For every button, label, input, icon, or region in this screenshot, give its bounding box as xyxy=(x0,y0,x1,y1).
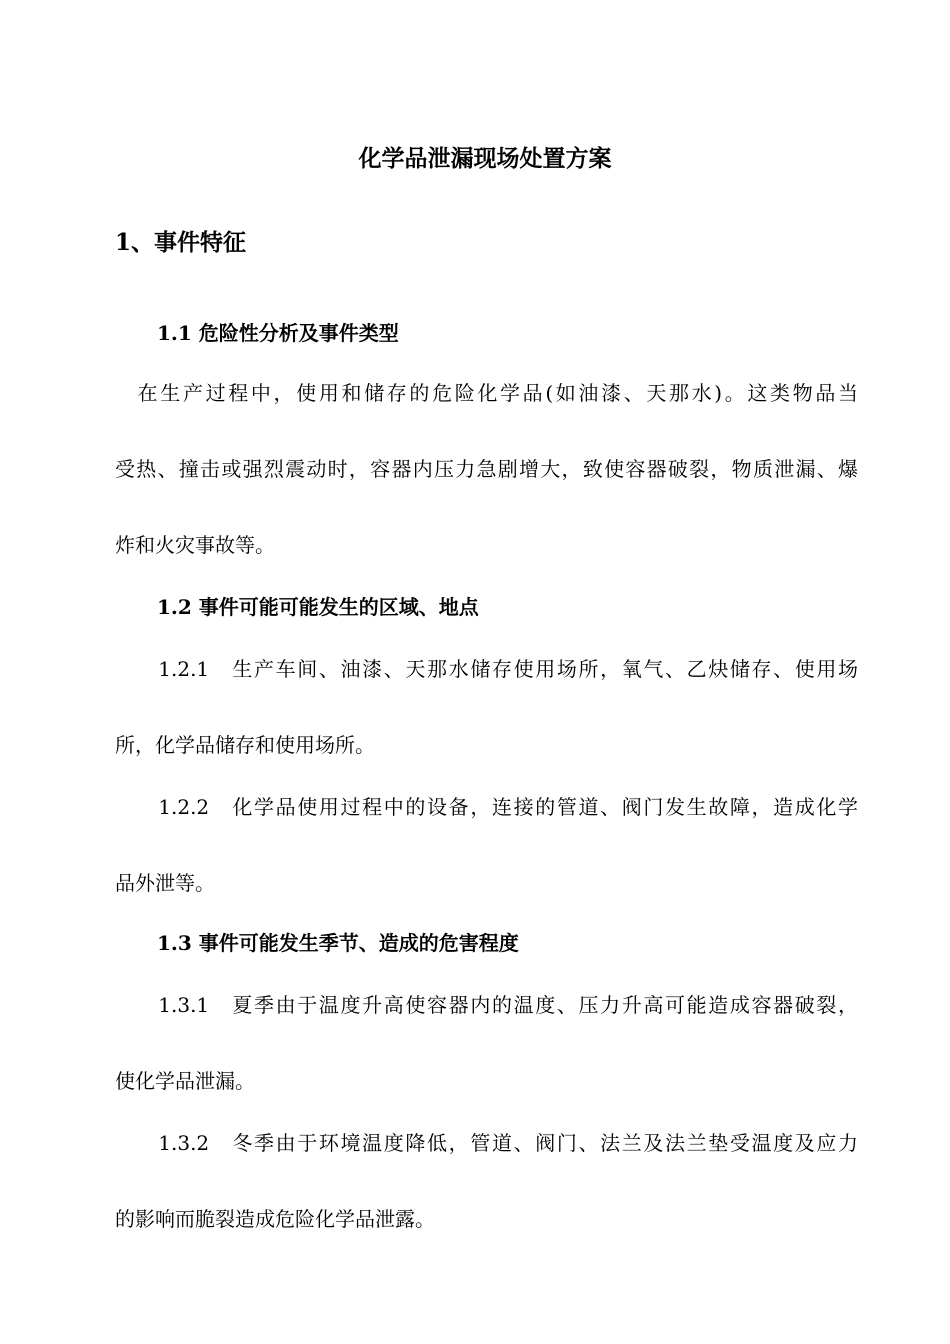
paragraph-line: 1.2.2 化学品使用过程中的设备，连接的管道、阀门发生故障，造成化学 xyxy=(115,795,858,819)
paragraph-line: 使化学品泄漏。 xyxy=(115,1069,255,1093)
paragraph-line: 的影响而脆裂造成危险化学品泄露。 xyxy=(115,1207,435,1231)
subsection-heading-1-3: 1.3 事件可能发生季节、造成的危害程度 xyxy=(157,931,519,955)
subsection-heading-1-2: 1.2 事件可能可能发生的区域、地点 xyxy=(157,595,479,619)
paragraph-line: 1.3.2 冬季由于环境温度降低，管道、阀门、法兰及法兰垫受温度及应力 xyxy=(115,1131,858,1155)
paragraph-line: 受热、撞击或强烈震动时，容器内压力急剧增大，致使容器破裂，物质泄漏、爆 xyxy=(115,457,858,481)
subsection-heading-1-1: 1.1 危险性分析及事件类型 xyxy=(157,321,399,345)
paragraph-line: 1.2.1 生产车间、油漆、天那水储存使用场所，氧气、乙炔储存、使用场 xyxy=(115,657,858,681)
section-heading-1: 1、事件特征 xyxy=(115,229,247,256)
paragraph-line: 所，化学品储存和使用场所。 xyxy=(115,733,375,757)
paragraph-line: 在生产过程中，使用和储存的危险化学品(如油漆、天那水)。这类物品当 xyxy=(115,381,858,405)
paragraph-line: 品外泄等。 xyxy=(115,871,215,895)
document-title: 化学品泄漏现场处置方案 xyxy=(358,145,612,172)
paragraph-line: 1.3.1 夏季由于温度升高使容器内的温度、压力升高可能造成容器破裂， xyxy=(115,993,858,1017)
paragraph-line: 炸和火灾事故等。 xyxy=(115,533,275,557)
